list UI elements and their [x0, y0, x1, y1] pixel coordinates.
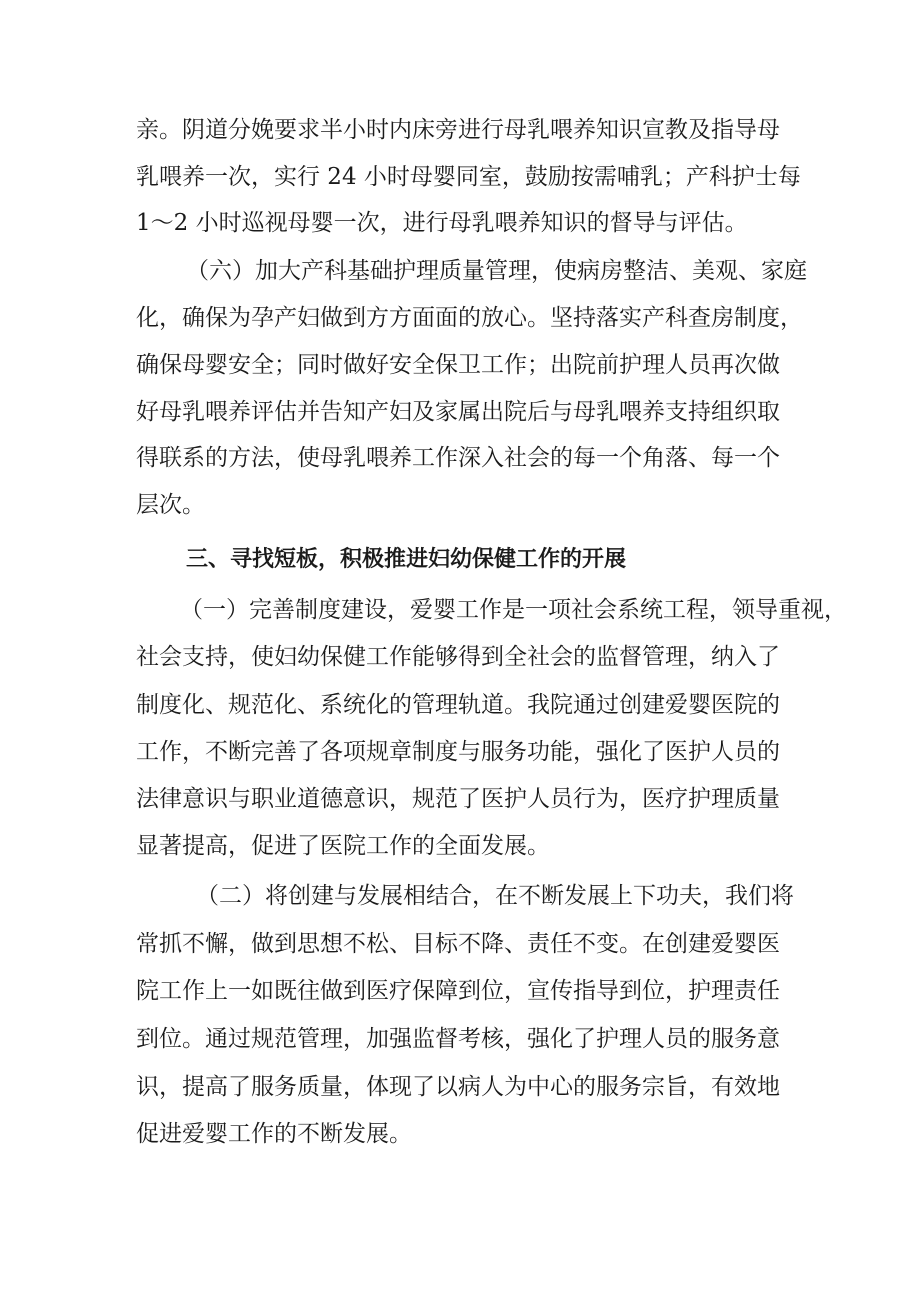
- text-line: 到位。通过规范管理，加强监督考核，强化了护理人员的服务意: [136, 1026, 780, 1052]
- text-line: 乳喂养一次，实行 24 小时母婴同室，鼓励按需哺乳；产科护士每: [136, 164, 801, 190]
- text-line: 1～2 小时巡视母婴一次，进行母乳喂养知识的督导与评估。: [136, 210, 748, 236]
- section-heading: 三、寻找短板，积极推进妇幼保健工作的开展: [186, 547, 627, 572]
- paragraph-two-first-line: （二）将创建与发展相结合，在不断发展上下功夫，我们将: [196, 883, 794, 909]
- text-line: 显著提高，促进了医院工作的全面发展。: [136, 833, 550, 859]
- text-line: 促进爱婴工作的不断发展。: [136, 1121, 412, 1147]
- text-line: 确保母婴安全；同时做好安全保卫工作；出院前护理人员再次做: [136, 352, 780, 378]
- paragraph-one-first-line: （一）完善制度建设，爱婴工作是一项社会系统工程，领导重视，: [180, 597, 847, 623]
- text-line: 院工作上一如既往做到医疗保障到位，宣传指导到位，护理责任: [136, 978, 780, 1004]
- text-line: 层次。: [136, 492, 205, 518]
- text-line: 社会支持，使妇幼保健工作能够得到全社会的监督管理，纳入了: [136, 644, 780, 670]
- text-line: 得联系的方法，使母乳喂养工作深入社会的每一个角落、每一个: [136, 445, 780, 471]
- text-line: 制度化、规范化、系统化的管理轨道。我院通过创建爱婴医院的: [136, 692, 780, 718]
- text-line: 常抓不懈，做到思想不松、目标不降、责任不变。在创建爱婴医: [136, 931, 780, 957]
- text-line: 好母乳喂养评估并告知产妇及家属出院后与母乳喂养支持组织取: [136, 399, 780, 425]
- text-line: 法律意识与职业道德意识，规范了医护人员行为，医疗护理质量: [136, 786, 780, 812]
- text-line: 工作，不断完善了各项规章制度与服务功能，强化了医护人员的: [136, 739, 780, 765]
- text-line: 识，提高了服务质量，体现了以病人为中心的服务宗旨，有效地: [136, 1074, 780, 1100]
- text-line: 亲。阴道分娩要求半小时内床旁进行母乳喂养知识宣教及指导母: [136, 117, 780, 143]
- paragraph-six-first-line: （六）加大产科基础护理质量管理，使病房整洁、美观、家庭: [186, 258, 807, 284]
- text-line: 化，确保为孕产妇做到方方面面的放心。坚持落实产科查房制度，: [136, 305, 803, 331]
